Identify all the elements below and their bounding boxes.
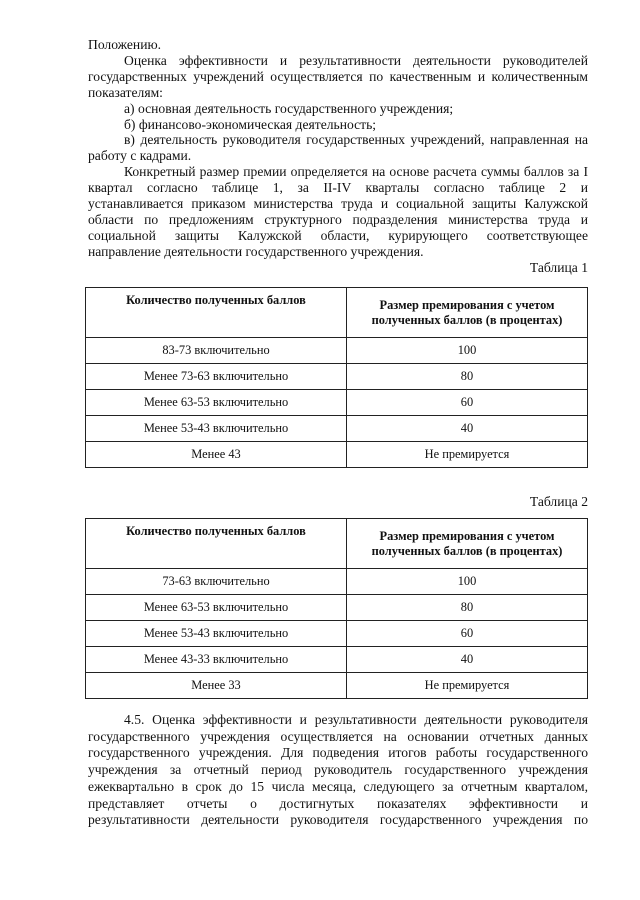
section-4-5-text xyxy=(88,712,588,829)
table-cell: Менее 63-53 включительно xyxy=(86,390,347,416)
table-row xyxy=(86,338,588,364)
text-line: Оценка эффективности и результативности деятельности руководителей xyxy=(124,52,588,68)
table-cell: 100 xyxy=(347,338,588,364)
text-line: Положению. xyxy=(88,37,162,52)
table-row xyxy=(86,569,588,595)
table-row xyxy=(86,673,588,699)
table-row xyxy=(86,595,588,621)
table-cell: 73-63 включительно xyxy=(86,569,347,595)
table-cell: 60 xyxy=(347,390,588,416)
text-line: направление деятельности государственного учреждения. xyxy=(88,243,424,259)
text-line: области по предложениям структурного подразделения министерства труда и xyxy=(88,211,588,227)
text-line: 4.5. Оценка эффективности и результативности деятельности руководителя xyxy=(124,712,588,727)
table-cell: Менее 53-43 включительно xyxy=(86,416,347,442)
intro-text xyxy=(88,37,588,260)
text-line: работу с кадрами. xyxy=(88,148,192,164)
table2-caption: Таблица 2 xyxy=(529,494,588,509)
text-line: учреждения за отчетный период руководитель государственного учреждения xyxy=(88,762,588,778)
table-header: Размер премирования с учетом полученных баллов (в процентах) xyxy=(347,519,588,569)
list-item: б) финансово-экономическая деятельность; xyxy=(124,116,377,132)
table-header: Размер премирования с учетом полученных баллов (в процентах) xyxy=(347,288,588,338)
table1 xyxy=(85,287,588,468)
table-cell: 40 xyxy=(347,647,588,673)
text-line: Конкретный размер премии определяется на основе расчета суммы баллов за I xyxy=(124,164,588,180)
table-cell: Менее 53-43 включительно xyxy=(86,621,347,647)
table-row xyxy=(86,647,588,673)
text-line: социальной защиты Калужской области, курирующего соответствующее xyxy=(88,227,588,243)
table-row xyxy=(86,621,588,647)
table1-caption: Таблица 1 xyxy=(529,260,588,275)
table-cell: 80 xyxy=(347,595,588,621)
table-row xyxy=(86,364,588,390)
table-cell: Менее 73-63 включительно xyxy=(86,364,347,390)
table-cell: 80 xyxy=(347,364,588,390)
table-header-row xyxy=(86,519,588,569)
table-row xyxy=(86,442,588,468)
table-cell: Менее 63-53 включительно xyxy=(86,595,347,621)
text-line: государственного учреждения. Для подведения итогов работы государственного xyxy=(88,745,588,761)
table-row xyxy=(86,390,588,416)
table-cell: 60 xyxy=(347,621,588,647)
table2 xyxy=(85,518,588,699)
table-header: Количество полученных баллов xyxy=(86,288,347,338)
table-header-row xyxy=(86,288,588,338)
table-cell: Менее 43 xyxy=(86,442,347,468)
text-line: государственного учреждения осуществляется на основании отчетных данных xyxy=(88,728,588,744)
text-line: устанавливается приказом министерства труда и социальной защиты Калужской xyxy=(88,196,588,212)
text-line: показателям: xyxy=(88,84,163,100)
table-cell: Не премируется xyxy=(347,673,588,699)
list-item: а) основная деятельность государственного учреждения; xyxy=(124,100,454,116)
text-line: результативности деятельности руководителя государственного учреждения по xyxy=(88,812,588,828)
table-cell: 40 xyxy=(347,416,588,442)
table-cell: Не премируется xyxy=(347,442,588,468)
list-item: в) деятельность руководителя государственных учреждений, направленная на xyxy=(124,132,588,148)
table-cell: Менее 33 xyxy=(86,673,347,699)
text-line: представляет отчеты о достигнутых показателях эффективности и xyxy=(88,795,588,811)
table-cell: 83-73 включительно xyxy=(86,338,347,364)
text-line: квартал согласно таблице 1, за II-IV кварталы согласно таблице 2 и xyxy=(88,180,588,196)
table-cell: 100 xyxy=(347,569,588,595)
table-header: Количество полученных баллов xyxy=(86,519,347,569)
table-row xyxy=(86,416,588,442)
text-line: государственных учреждений осуществляется по качественным и количественным xyxy=(88,68,588,84)
table-cell: Менее 43-33 включительно xyxy=(86,647,347,673)
text-line: ежеквартально в срок до 15 числа месяца, следующего за отчетным кварталом, xyxy=(88,778,588,794)
